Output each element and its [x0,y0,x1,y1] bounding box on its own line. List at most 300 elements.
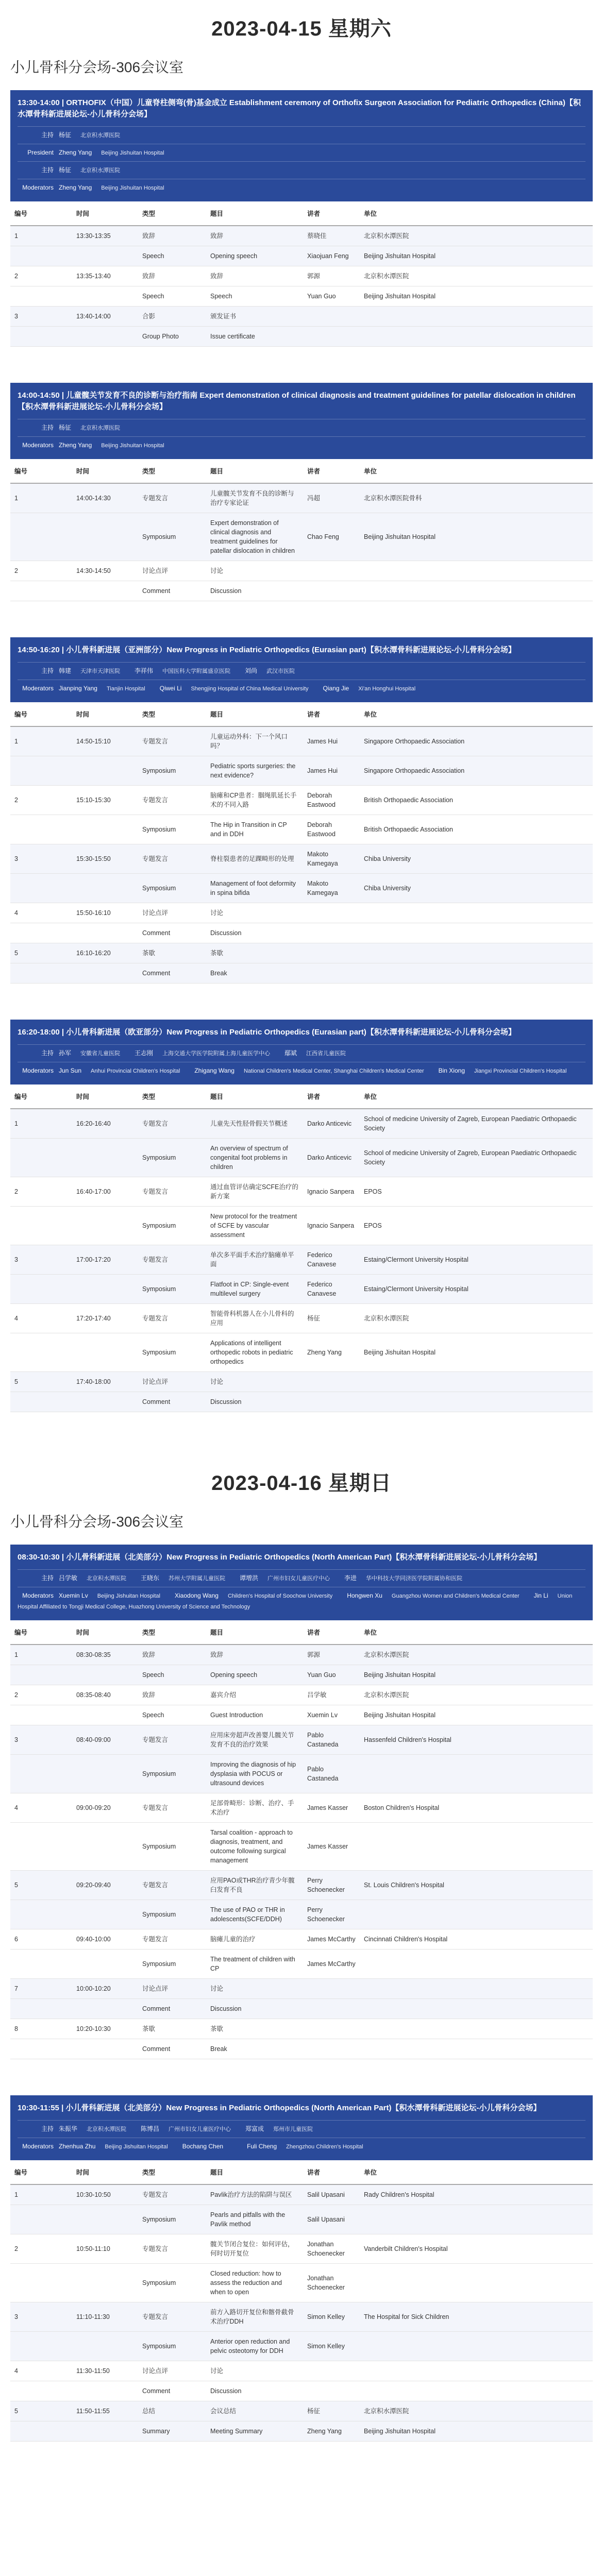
table-cell-title: 应用床旁超声改善婴儿髋关节发育不良的治疗效果 [206,1725,303,1755]
person-institution: 北京积水潭医院 [80,167,121,174]
table-row [10,815,593,844]
session-header [10,383,593,459]
table-cell-reviewer: 郭源 [303,1645,360,1665]
role-label: 主持 [41,424,54,431]
table-cell-type: Speech [138,246,206,266]
person-institution: Beijing Jishuitan Hospital [101,185,164,191]
table-cell-type: 专题发言 [138,1304,206,1333]
table-cell-title: Improving the diagnosis of hip dysplasia with POCUS or ultrasound devices [206,1755,303,1793]
table-cell-title: 颁发证书 [206,307,303,327]
table-cell-no [10,513,72,561]
table-cell-time [72,2039,138,2059]
person-name: 朱振华 [59,2125,78,2132]
person-institution: 广州市妇女儿童医疗中心 [267,1575,330,1582]
table-cell-unit [360,2381,593,2401]
table-cell-no [10,2264,72,2302]
person-name: 谭增洪 [240,1574,259,1582]
table-cell-reviewer: Xuemin Lv [303,1705,360,1725]
table-cell-no: 1 [10,483,72,513]
table-cell-unit: 北京积水潭医院骨科 [360,483,593,513]
table-cell-time: 16:20-16:40 [72,1109,138,1139]
table-cell-reviewer [303,923,360,943]
table-cell-unit: Vanderbilt Children's Hospital [360,2234,593,2264]
table-cell-no [10,2039,72,2059]
table-cell-unit: 北京积水潭医院 [360,1645,593,1665]
table-row [10,2019,593,2039]
table-cell-unit: EPOS [360,1207,593,1245]
session-title: 16:20-18:00 | 小儿骨科新进展（欧亚部分）New Progress in Pediatric Orthopedics (Eurasian part)【积水潭骨科新进展论坛-小儿骨科分会场】 [18,1028,516,1037]
table-cell-unit [360,1372,593,1392]
table-cell-time: 13:35-13:40 [72,266,138,286]
table-cell-type: 专题发言 [138,1929,206,1950]
table-cell-title: 单次多平面手术治疗脑瘫单平面 [206,1245,303,1275]
table-cell-reviewer: Darko Anticevic [303,1109,360,1139]
table-cell-title: 茶歇 [206,943,303,963]
table-cell-time: 11:30-11:50 [72,2361,138,2381]
table-cell-no [10,1755,72,1793]
table-cell-title: Applications of intelligent orthopedic robots in pediatric orthopedics [206,1333,303,1372]
day-date-heading: 2023-04-16 星期日 [211,1472,392,1495]
table-cell-reviewer [303,1372,360,1392]
table-cell-time: 08:35-08:40 [72,1685,138,1705]
table-cell-title: Opening speech [206,246,303,266]
table-cell-reviewer [303,963,360,984]
table-cell-title: Discussion [206,581,303,601]
table-cell-unit [360,1900,593,1929]
table-cell-unit [360,1979,593,1999]
table-cell-no [10,923,72,943]
person-name: Jun Sun [59,1067,82,1074]
table-cell-type: 总结 [138,2401,206,2421]
column-header: 编号 [10,1620,72,1645]
table-cell-title: 致辞 [206,266,303,286]
table-row [10,1823,593,1871]
person-name: 杨征 [59,424,72,431]
table-cell-unit [360,327,593,347]
person-name: Xuemin Lv [59,1592,88,1599]
person-institution: Shengjing Hospital of China Medical University [191,686,309,692]
table-row [10,1755,593,1793]
person-name: Zheng Yang [59,442,92,449]
table-cell-reviewer: Yuan Guo [303,286,360,307]
person-name: 王晓东 [141,1574,160,1582]
column-header: 讲者 [303,2160,360,2184]
table-cell-reviewer: Jonathan Schoenecker [303,2264,360,2302]
table-row [10,2264,593,2302]
table-cell-no: 7 [10,1979,72,1999]
table-cell-no [10,1275,72,1304]
table-cell-reviewer: Simon Kelley [303,2302,360,2332]
table-cell-unit: Rady Children's Hospital [360,2184,593,2205]
table-cell-title: Management of foot deformity in spina bifida [206,874,303,903]
person-name: Qiang Jie [323,685,349,692]
table-cell-time [72,1392,138,1412]
table-cell-time [72,1333,138,1372]
table-cell-reviewer: Perry Schoenecker [303,1871,360,1900]
table-cell-unit: Beijing Jishuitan Hospital [360,246,593,266]
table-cell-reviewer: Simon Kelley [303,2332,360,2361]
table-cell-title: Discussion [206,1999,303,2019]
table-row [10,1950,593,1979]
table-cell-time: 10:00-10:20 [72,1979,138,1999]
schedule-table [10,1620,593,2059]
table-cell-time [72,1823,138,1871]
table-cell-title: Guest Introduction [206,1705,303,1725]
role-row [18,662,585,680]
table-cell-reviewer [303,1999,360,2019]
table-cell-no: 5 [10,1871,72,1900]
table-cell-type: 讨论点评 [138,903,206,923]
table-cell-type: Symposium [138,1900,206,1929]
column-header: 单位 [360,1084,593,1109]
person-institution: Zhengzhou Children's Hospital [286,2144,363,2150]
person-institution: Beijing Jishuitan Hospital [101,150,164,156]
table-cell-title: 讨论 [206,561,303,581]
session-block [10,637,593,984]
column-header: 单位 [360,459,593,483]
table-cell-time [72,1207,138,1245]
role-row [18,2138,585,2155]
table-cell-no: 3 [10,1725,72,1755]
table-cell-reviewer [303,307,360,327]
table-cell-type: 专题发言 [138,844,206,874]
table-cell-time: 13:30-13:35 [72,226,138,246]
role-label: 主持 [41,667,54,674]
schedule-table [10,702,593,984]
table-cell-unit: Cincinnati Children's Hospital [360,1929,593,1950]
role-row [18,436,585,454]
role-row [18,2120,585,2138]
table-row [10,844,593,874]
table-cell-unit: Beijing Jishuitan Hospital [360,1705,593,1725]
column-header: 题目 [206,459,303,483]
table-cell-no: 1 [10,1645,72,1665]
table-cell-type: 茶歇 [138,2019,206,2039]
role-row [18,126,585,144]
role-label: Moderators [22,184,54,191]
table-row [10,786,593,815]
person-name: Zheng Yang [59,149,92,156]
session-header [10,90,593,201]
table-cell-type: 专题发言 [138,2184,206,2205]
table-cell-time: 10:20-10:30 [72,2019,138,2039]
table-cell-type: Comment [138,923,206,943]
table-cell-no [10,1665,72,1685]
table-row [10,307,593,327]
table-cell-time [72,963,138,984]
table-cell-no [10,815,72,844]
table-cell-type: Symposium [138,1823,206,1871]
table-cell-time: 09:20-09:40 [72,1871,138,1900]
session-block [10,1545,593,2059]
table-cell-title: Discussion [206,1392,303,1412]
column-header: 类型 [138,702,206,726]
table-cell-reviewer: Ignacio Sanpera [303,1177,360,1207]
table-cell-title: 应用PAO或THR治疗青少年髋臼发育不良 [206,1871,303,1900]
table-cell-title: 会议总结 [206,2401,303,2421]
column-header: 讲者 [303,201,360,226]
table-cell-type: Symposium [138,1333,206,1372]
person-institution: Xi'an Honghui Hospital [358,686,416,692]
table-cell-unit [360,1999,593,2019]
table-cell-type: Symposium [138,2205,206,2234]
table-cell-type: Speech [138,1665,206,1685]
table-cell-unit: Beijing Jishuitan Hospital [360,1665,593,1685]
table-cell-type: 讨论点评 [138,1979,206,1999]
table-cell-time [72,756,138,786]
day-section [10,1467,593,2442]
table-row [10,2421,593,2442]
column-header: 讲者 [303,702,360,726]
role-label: 主持 [41,1049,54,1057]
person-institution: 北京积水潭医院 [80,425,121,431]
table-cell-time [72,1705,138,1725]
table-cell-reviewer: James Hui [303,756,360,786]
column-header: 单位 [360,201,593,226]
table-cell-unit [360,1950,593,1979]
table-cell-type: 合影 [138,307,206,327]
column-header: 题目 [206,1084,303,1109]
table-row [10,756,593,786]
table-cell-unit: The Hospital for Sick Children [360,2302,593,2332]
table-cell-type: 专题发言 [138,726,206,756]
person-institution: 安徽省儿童医院 [80,1050,121,1057]
person-institution: Guangzhou Women and Children's Medical Center [391,1593,520,1599]
column-header: 单位 [360,702,593,726]
table-cell-type: 致辞 [138,226,206,246]
table-row [10,2381,593,2401]
table-cell-time: 14:30-14:50 [72,561,138,581]
person-name: Zhigang Wang [194,1067,234,1074]
column-header: 编号 [10,201,72,226]
table-cell-title: 嘉宾介绍 [206,1685,303,1705]
table-cell-time: 16:10-16:20 [72,943,138,963]
table-cell-unit: Singapore Orthopaedic Association [360,726,593,756]
table-cell-no [10,874,72,903]
table-cell-unit [360,1755,593,1793]
session-header [10,1020,593,1084]
table-cell-no: 8 [10,2019,72,2039]
session-title: 08:30-10:30 | 小儿骨科新进展（北美部分）New Progress in Pediatric Orthopedics (North American Part)【积水潭骨科新进展论坛-小儿骨科分会场】 [18,1553,542,1562]
table-cell-unit: 北京积水潭医院 [360,2401,593,2421]
table-cell-unit [360,2361,593,2381]
person-institution: 广州市妇女儿童医疗中心 [169,2126,231,2132]
table-cell-unit: School of medicine University of Zagreb, European Paediatric Orthopaedic Society [360,1109,593,1139]
table-row [10,327,593,347]
table-cell-reviewer: Perry Schoenecker [303,1900,360,1929]
table-cell-unit: EPOS [360,1177,593,1207]
table-cell-title: 讨论 [206,1979,303,1999]
table-cell-unit [360,963,593,984]
role-row [18,1044,585,1062]
role-label: President [27,149,54,156]
table-cell-time [72,1665,138,1685]
table-cell-time [72,2205,138,2234]
column-header: 类型 [138,459,206,483]
day-separator [10,1448,593,1464]
person-institution: Children's Hospital of Soochow University [227,1593,333,1599]
person-name: 杨征 [59,166,72,174]
person-name: 李祥伟 [135,667,154,674]
table-row [10,2332,593,2361]
person-institution: 北京积水潭医院 [87,2126,127,2132]
table-row [10,1900,593,1929]
table-cell-title: 茶歇 [206,2019,303,2039]
table-cell-type: 专题发言 [138,786,206,815]
table-cell-no: 1 [10,2184,72,2205]
column-header: 编号 [10,459,72,483]
table-cell-reviewer: James Kasser [303,1793,360,1823]
table-cell-title: Break [206,2039,303,2059]
table-cell-no [10,286,72,307]
table-cell-time [72,327,138,347]
table-cell-time [72,2381,138,2401]
table-cell-unit: Chiba University [360,844,593,874]
table-cell-reviewer: 郭源 [303,266,360,286]
person-institution: 苏州大学附属儿童医院 [169,1575,226,1582]
table-cell-type: 专题发言 [138,1871,206,1900]
table-cell-type: Summary [138,2421,206,2442]
table-cell-time [72,815,138,844]
table-cell-unit: Chiba University [360,874,593,903]
session-header [10,1545,593,1620]
table-row [10,513,593,561]
table-cell-type: Symposium [138,1275,206,1304]
table-cell-no [10,2421,72,2442]
table-row [10,1304,593,1333]
table-cell-no [10,327,72,347]
table-cell-type: Symposium [138,1139,206,1177]
table-cell-no [10,1207,72,1245]
table-row [10,1392,593,1412]
table-cell-unit: Beijing Jishuitan Hospital [360,1333,593,1372]
person-institution: 郑州市儿童医院 [273,2126,313,2132]
table-row [10,1139,593,1177]
table-cell-no: 2 [10,786,72,815]
person-name: Bochang Chen [182,2143,224,2150]
table-cell-no [10,2332,72,2361]
table-cell-time: 15:10-15:30 [72,786,138,815]
table-row [10,2234,593,2264]
table-cell-unit: 北京积水潭医院 [360,1685,593,1705]
table-cell-reviewer: 杨征 [303,2401,360,2421]
table-row [10,726,593,756]
table-row [10,903,593,923]
table-cell-no [10,1999,72,2019]
table-cell-reviewer [303,943,360,963]
table-cell-time: 14:50-15:10 [72,726,138,756]
table-cell-reviewer: Makoto Kamegaya [303,874,360,903]
table-cell-title: 通过血管评估确定SCFE治疗的新方案 [206,1177,303,1207]
role-label: Moderators [22,2143,54,2150]
table-cell-unit: Beijing Jishuitan Hospital [360,2421,593,2442]
table-cell-type: Symposium [138,2332,206,2361]
table-cell-type: 讨论点评 [138,561,206,581]
table-cell-unit [360,561,593,581]
column-header: 时间 [72,2160,138,2184]
table-cell-reviewer: Chao Feng [303,513,360,561]
table-cell-type: 致辞 [138,1685,206,1705]
table-cell-time [72,1900,138,1929]
table-cell-no: 1 [10,1109,72,1139]
table-row [10,1207,593,1245]
table-cell-type: Speech [138,286,206,307]
table-cell-reviewer: Jonathan Schoenecker [303,2234,360,2264]
person-name: 韩建 [59,667,72,674]
table-cell-type: Speech [138,1705,206,1725]
column-header: 编号 [10,702,72,726]
table-row [10,561,593,581]
table-cell-no: 5 [10,943,72,963]
table-cell-title: 髋关节闭合复位：如何评估，何时切开复位 [206,2234,303,2264]
table-cell-title: 致辞 [206,226,303,246]
column-header: 题目 [206,702,303,726]
column-header: 类型 [138,1084,206,1109]
table-cell-title: 脑瘫和CP患者：腘绳肌延长手术的不同入路 [206,786,303,815]
table-cell-unit [360,2019,593,2039]
session-block [10,383,593,601]
person-name: Zheng Yang [59,184,92,191]
table-cell-title: 儿童先天性胫骨假关节概述 [206,1109,303,1139]
table-cell-reviewer [303,327,360,347]
person-name: Qiwei Li [159,685,182,692]
role-label: 主持 [41,2125,54,2132]
table-cell-type: Symposium [138,1755,206,1793]
person-institution: 北京积水潭医院 [80,132,121,139]
table-cell-reviewer [303,1392,360,1412]
table-cell-type: Symposium [138,815,206,844]
table-cell-title: 讨论 [206,903,303,923]
table-cell-time: 17:20-17:40 [72,1304,138,1333]
table-cell-no: 4 [10,903,72,923]
person-name: 孙军 [59,1049,72,1057]
table-cell-time [72,286,138,307]
table-cell-title: An overview of spectrum of congenital foot problems in children [206,1139,303,1177]
table-cell-reviewer: 蔡晓佳 [303,226,360,246]
table-cell-unit [360,2205,593,2234]
table-row [10,1685,593,1705]
table-row [10,1645,593,1665]
table-header-row [10,1620,593,1645]
table-cell-unit [360,1823,593,1871]
table-cell-unit: Estaing/Clermont University Hospital [360,1275,593,1304]
person-name: 刘尚 [245,667,258,674]
table-header-row [10,2160,593,2184]
table-cell-reviewer: James Kasser [303,1823,360,1871]
person-name: 李进 [344,1574,357,1582]
column-header: 编号 [10,2160,72,2184]
table-cell-no [10,1139,72,1177]
table-cell-title: The treatment of children with CP [206,1950,303,1979]
table-cell-unit [360,943,593,963]
session-block [10,2095,593,2442]
table-row [10,874,593,903]
table-cell-type: Symposium [138,2264,206,2302]
table-row [10,581,593,601]
table-cell-reviewer: James McCarthy [303,1950,360,1979]
table-cell-title: Discussion [206,923,303,943]
column-header: 讲者 [303,459,360,483]
table-cell-unit: 北京积水潭医院 [360,266,593,286]
table-row [10,266,593,286]
venue-title: 小儿骨科分会场-306会议室 [10,1514,184,1530]
person-name: 吕学敏 [59,1574,78,1582]
person-name: Jin Li [533,1592,548,1599]
table-cell-type: 专题发言 [138,1109,206,1139]
table-row [10,1372,593,1392]
table-cell-no: 1 [10,726,72,756]
session-header [10,2095,593,2160]
